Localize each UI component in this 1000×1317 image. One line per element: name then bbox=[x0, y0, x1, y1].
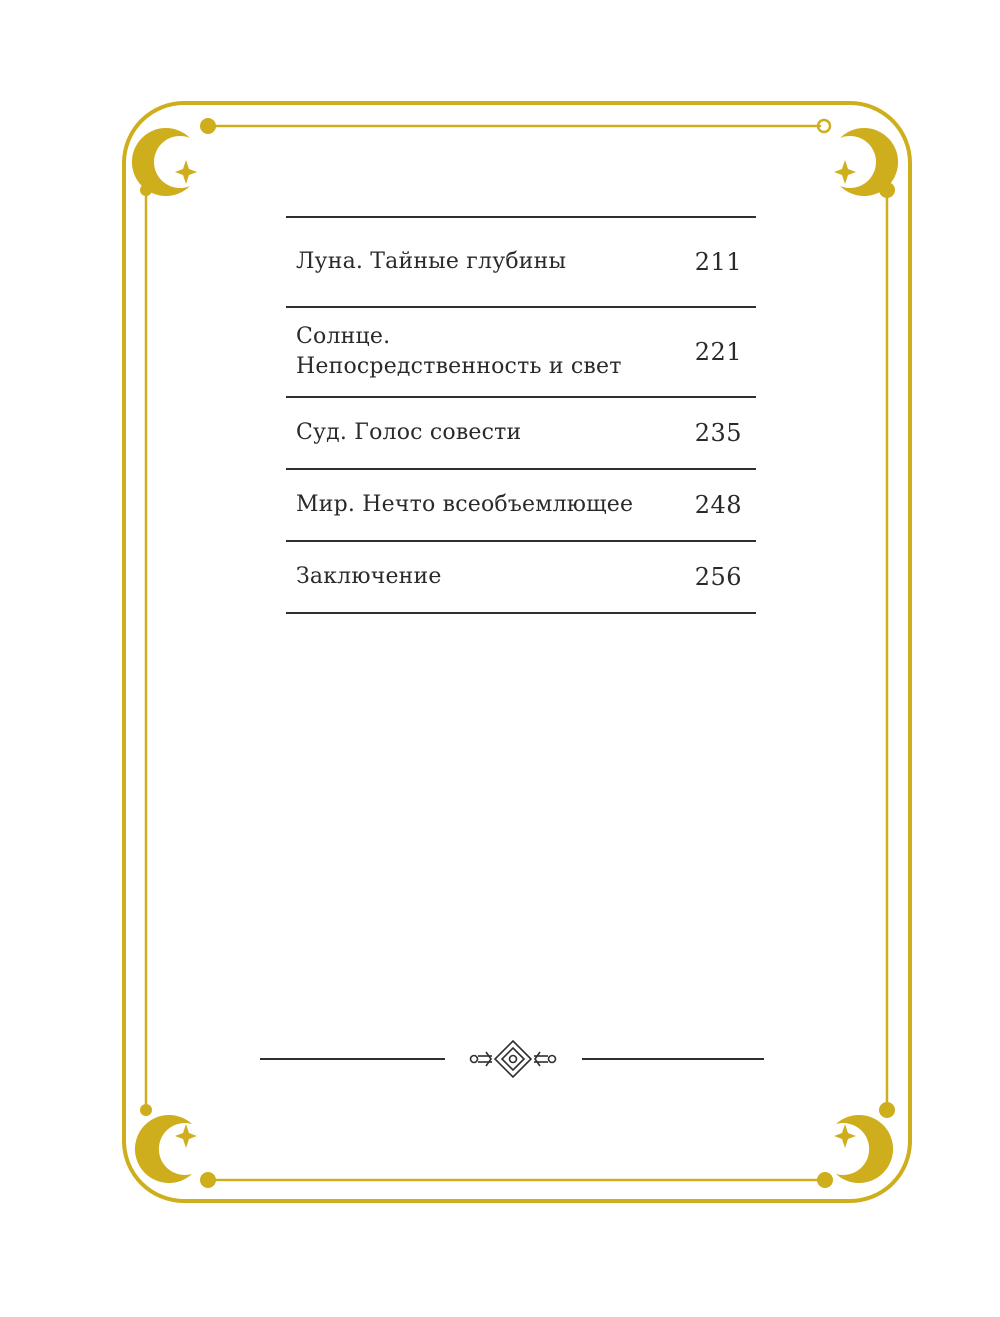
toc-entry-page: 256 bbox=[694, 563, 742, 591]
toc-entry-title: Луна. Тайные глубины bbox=[296, 249, 567, 274]
toc-entry[interactable] bbox=[286, 398, 756, 470]
crescent-moon-icon bbox=[135, 1115, 192, 1183]
toc-entry-page: 221 bbox=[694, 338, 742, 366]
toc-entry-page: 211 bbox=[694, 248, 742, 276]
toc-entry[interactable] bbox=[286, 308, 756, 398]
toc-entry[interactable] bbox=[286, 470, 756, 542]
crescent-moon-icon bbox=[132, 128, 190, 196]
toc-entry-title-line: Непосредственность и свет bbox=[296, 354, 622, 379]
frame-dot bbox=[879, 1102, 895, 1118]
star-icon bbox=[834, 160, 856, 184]
frame-dot bbox=[140, 1104, 152, 1116]
star-icon bbox=[834, 1124, 856, 1148]
toc-entry-title: Мир. Нечто всеобъемлющее bbox=[296, 492, 634, 517]
crescent-moon-icon bbox=[836, 1115, 893, 1183]
toc-entry[interactable] bbox=[286, 542, 756, 614]
toc-entry-title: Заключение bbox=[296, 564, 442, 589]
toc-entry[interactable] bbox=[286, 218, 756, 308]
toc-entry-page: 248 bbox=[694, 491, 742, 519]
table-of-contents bbox=[286, 216, 756, 614]
toc-entry-title bbox=[296, 322, 622, 382]
frame-dot bbox=[200, 118, 216, 134]
frame-dot bbox=[200, 1172, 216, 1188]
frame-dot bbox=[817, 1172, 833, 1188]
star-icon bbox=[175, 1124, 197, 1148]
toc-entry-title: Суд. Голос совести bbox=[296, 420, 522, 445]
star-icon bbox=[175, 160, 197, 184]
toc-entry-page: 235 bbox=[694, 419, 742, 447]
toc-entry-title-line: Солнце. bbox=[296, 324, 391, 349]
